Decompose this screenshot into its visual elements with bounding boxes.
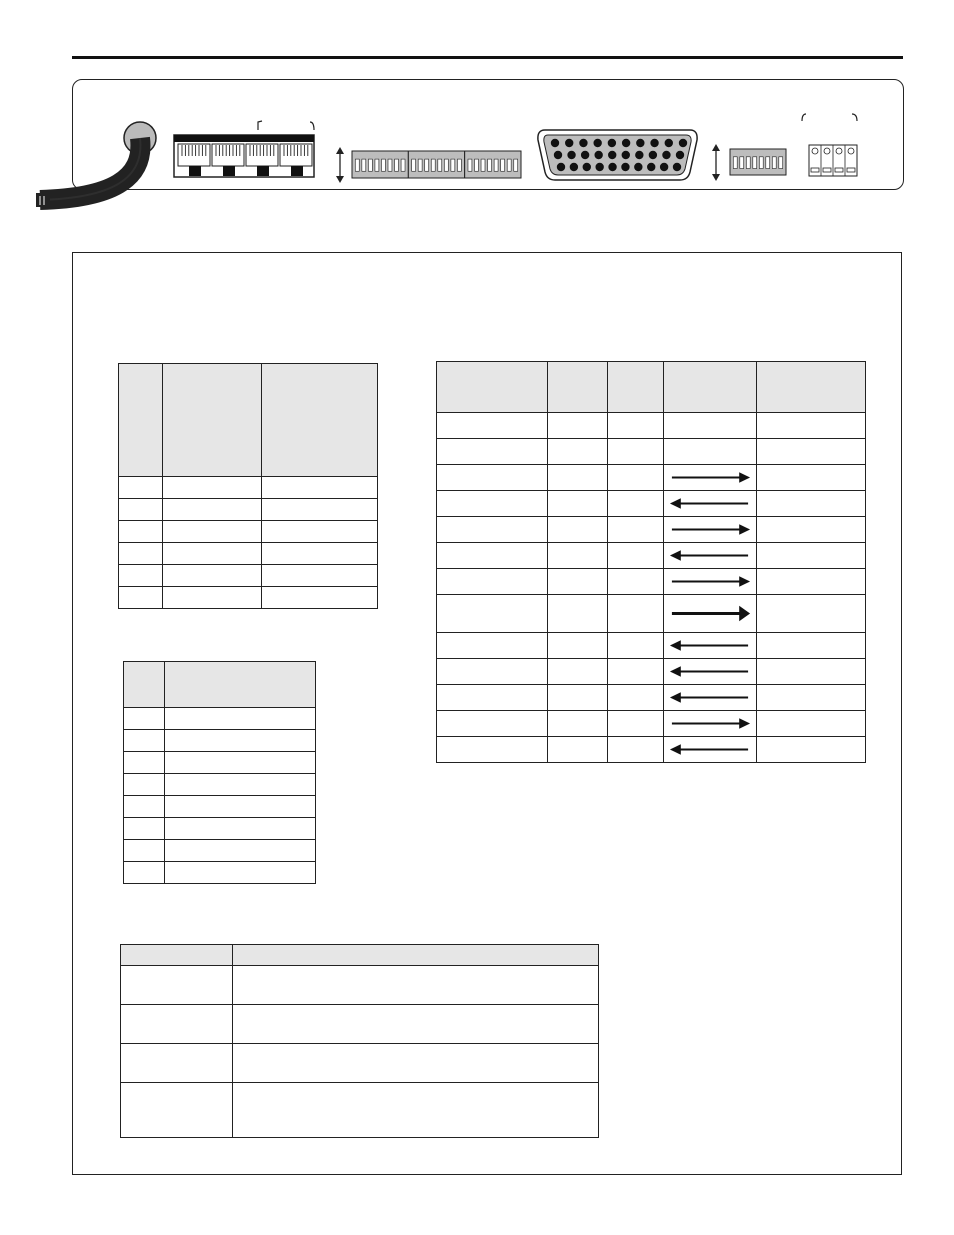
db-pin — [621, 163, 629, 171]
table-cell — [121, 1044, 233, 1083]
dip-switch — [457, 159, 461, 171]
table-row — [437, 633, 866, 659]
db-pin — [579, 139, 587, 147]
arrow-right-icon — [664, 465, 756, 490]
table-cell — [163, 499, 262, 521]
table-cell — [119, 543, 163, 565]
table-cell — [608, 413, 664, 439]
arrow-left-icon — [664, 659, 756, 684]
header-cell — [757, 362, 866, 413]
table-cell — [608, 685, 664, 711]
table-cell — [163, 543, 262, 565]
table-cell — [437, 659, 548, 685]
table-row — [437, 595, 866, 633]
db-pin — [679, 139, 687, 147]
switch-bank-b-arrow — [712, 144, 720, 181]
header-cell — [233, 945, 599, 966]
table-row — [437, 439, 866, 465]
table-cell — [548, 543, 608, 569]
table-row — [119, 499, 378, 521]
table-cell — [163, 477, 262, 499]
db-pin — [622, 139, 630, 147]
arrow-left-icon — [664, 491, 756, 516]
table-cell — [548, 413, 608, 439]
table-row — [119, 565, 378, 587]
table-cell — [262, 587, 378, 609]
terminal-slot — [823, 168, 831, 172]
table-row — [124, 708, 316, 730]
table-cell — [119, 587, 163, 609]
table-cell — [437, 439, 548, 465]
dip-switch-housing — [730, 149, 786, 175]
table-cell — [437, 517, 548, 543]
db-pin — [557, 163, 565, 171]
table-cell — [548, 517, 608, 543]
dip-switch — [475, 159, 479, 171]
arrow-right-icon — [664, 595, 756, 632]
header-cell — [121, 945, 233, 966]
dip-switch — [438, 159, 442, 171]
header-cell — [437, 362, 548, 413]
terminal-slot — [847, 168, 855, 172]
db-pin — [581, 151, 589, 159]
table-cell — [437, 465, 548, 491]
db-pin — [665, 139, 673, 147]
arrow-right-icon — [664, 569, 756, 594]
dip-switch — [431, 159, 435, 171]
table-cell — [233, 1005, 599, 1044]
table-cell — [124, 730, 165, 752]
table-row — [119, 521, 378, 543]
power-cable — [40, 138, 140, 200]
header-cell — [163, 364, 262, 477]
db-pin — [647, 163, 655, 171]
table-cell — [124, 840, 165, 862]
table-cell — [165, 708, 316, 730]
arrow-right-icon — [664, 517, 756, 542]
dip-switch — [766, 157, 770, 169]
dip-switch — [451, 159, 455, 171]
table-row — [124, 730, 316, 752]
db-pin — [595, 163, 603, 171]
table-cell — [163, 521, 262, 543]
table-cell — [608, 595, 664, 633]
db-pin — [608, 139, 616, 147]
table-cell — [548, 685, 608, 711]
table-cell — [608, 737, 664, 763]
bracket-left — [258, 121, 262, 130]
table-cell — [664, 569, 757, 595]
header-cell — [262, 364, 378, 477]
dip-switch — [368, 159, 372, 171]
table-cell — [757, 413, 866, 439]
db-pin — [634, 163, 642, 171]
table-cell — [757, 595, 866, 633]
dip-switch — [733, 157, 737, 169]
table-row — [437, 543, 866, 569]
table-cell — [121, 1083, 233, 1138]
rj45-jack-block — [174, 121, 314, 177]
table-row — [121, 1083, 599, 1138]
db-pin — [649, 151, 657, 159]
table-cell — [548, 465, 608, 491]
dip-switch — [753, 157, 757, 169]
table-cell — [233, 1083, 599, 1138]
table-row — [124, 840, 316, 862]
table-cell — [124, 862, 165, 884]
table-cell — [664, 737, 757, 763]
table-cell — [664, 465, 757, 491]
table-cell — [757, 439, 866, 465]
table-cell — [608, 569, 664, 595]
table-cell — [548, 439, 608, 465]
table-cell — [124, 774, 165, 796]
db-pin — [608, 151, 616, 159]
table-cell — [165, 730, 316, 752]
bracket-right — [310, 122, 314, 130]
switch-bank-a-arrow — [336, 147, 344, 183]
table-cell — [664, 413, 757, 439]
table-cell — [608, 543, 664, 569]
dip-switch — [401, 159, 405, 171]
table-cell — [757, 465, 866, 491]
table-cell — [608, 633, 664, 659]
dip-switch — [395, 159, 399, 171]
arrow-left-icon — [664, 685, 756, 710]
table-cell — [437, 737, 548, 763]
table-cell — [548, 633, 608, 659]
table-cell — [608, 711, 664, 737]
table-cell — [548, 737, 608, 763]
table-row — [437, 465, 866, 491]
table-cell — [119, 521, 163, 543]
db-pin — [636, 139, 644, 147]
table-cell — [119, 477, 163, 499]
table-row — [437, 659, 866, 685]
dip-switch — [514, 159, 518, 171]
table-cell — [165, 796, 316, 818]
table-4 — [120, 944, 599, 1138]
table-cell — [664, 543, 757, 569]
table-cell — [233, 1044, 599, 1083]
header-cell — [548, 362, 608, 413]
dip-switch-housing — [408, 151, 464, 178]
dip-switch — [381, 159, 385, 171]
table-cell — [548, 659, 608, 685]
table-row — [437, 491, 866, 517]
terminal-screw — [836, 148, 842, 154]
table-row — [124, 862, 316, 884]
dip-switch — [425, 159, 429, 171]
table-cell — [437, 491, 548, 517]
dip-switch — [779, 157, 783, 169]
db-pin — [593, 139, 601, 147]
table-row — [121, 966, 599, 1005]
terminal-screw — [848, 148, 854, 154]
table-cell — [165, 774, 316, 796]
table-cell — [121, 1005, 233, 1044]
dip-switch-housing — [352, 151, 408, 178]
cable-end — [36, 193, 50, 207]
table-cell — [119, 565, 163, 587]
table-2 — [123, 661, 316, 884]
table-cell — [664, 685, 757, 711]
terminal-slot — [811, 168, 819, 172]
table-cell — [163, 587, 262, 609]
table-cell — [548, 711, 608, 737]
terminal-screw — [824, 148, 830, 154]
db-pin — [608, 163, 616, 171]
table-row — [437, 737, 866, 763]
arrow-left-icon — [664, 737, 756, 762]
dip-switch — [488, 159, 492, 171]
table-cell — [437, 711, 548, 737]
arrow-right-icon — [664, 711, 756, 736]
table-row — [124, 818, 316, 840]
dip-switch — [362, 159, 366, 171]
table-row — [119, 587, 378, 609]
table-cell — [608, 517, 664, 543]
db-pin — [594, 151, 602, 159]
dip-switch — [759, 157, 763, 169]
dip-switch — [507, 159, 511, 171]
db-pin — [650, 139, 658, 147]
terminal-slot — [835, 168, 843, 172]
rear-panel-diagram — [0, 0, 954, 240]
dip-switch — [740, 157, 744, 169]
table-row — [124, 774, 316, 796]
db-pin — [662, 151, 670, 159]
dip-switch-housing — [465, 151, 521, 178]
dip-switch — [418, 159, 422, 171]
table-cell — [437, 543, 548, 569]
header-cell — [124, 662, 165, 708]
db-pin — [622, 151, 630, 159]
table-cell — [124, 818, 165, 840]
table-row — [121, 1005, 599, 1044]
db-pin — [565, 139, 573, 147]
table-cell — [262, 543, 378, 565]
table-cell — [757, 711, 866, 737]
table-cell — [437, 569, 548, 595]
table-row — [437, 517, 866, 543]
dip-switch — [501, 159, 505, 171]
table-cell — [124, 796, 165, 818]
table-cell — [165, 752, 316, 774]
arrow-left-icon — [664, 633, 756, 658]
table-cell — [437, 595, 548, 633]
table-cell — [757, 543, 866, 569]
dip-switch — [444, 159, 448, 171]
table-cell — [757, 633, 866, 659]
table-row — [437, 711, 866, 737]
dip-switch-bank-a — [352, 151, 521, 178]
dip-switch — [772, 157, 776, 169]
table-cell — [121, 966, 233, 1005]
terminal-block — [802, 114, 857, 176]
table-cell — [124, 752, 165, 774]
table-cell — [608, 491, 664, 517]
dip-switch — [355, 159, 359, 171]
header-cell — [165, 662, 316, 708]
table-cell — [165, 862, 316, 884]
table-cell — [119, 499, 163, 521]
table-cell — [757, 491, 866, 517]
table-cell — [262, 521, 378, 543]
power-cord — [36, 122, 156, 207]
table-cell — [757, 685, 866, 711]
table-row — [121, 1044, 599, 1083]
db-pin — [673, 163, 681, 171]
table-cell — [124, 708, 165, 730]
table-row — [124, 752, 316, 774]
db-pin — [554, 151, 562, 159]
db-pin — [676, 151, 684, 159]
table-cell — [437, 413, 548, 439]
table-cell — [664, 491, 757, 517]
table-cell — [262, 499, 378, 521]
table-cell — [437, 633, 548, 659]
table-row — [119, 543, 378, 565]
table-cell — [757, 737, 866, 763]
table-row — [119, 477, 378, 499]
table-cell — [664, 711, 757, 737]
table-1 — [118, 363, 378, 609]
table-cell — [548, 569, 608, 595]
table-cell — [548, 491, 608, 517]
dip-switch — [412, 159, 416, 171]
table-cell — [233, 966, 599, 1005]
table-cell — [757, 659, 866, 685]
table-cell — [548, 595, 608, 633]
header-cell — [119, 364, 163, 477]
table-cell — [608, 439, 664, 465]
table-cell — [262, 477, 378, 499]
dip-switch — [388, 159, 392, 171]
table-cell — [664, 517, 757, 543]
db-pin — [660, 163, 668, 171]
table-cell — [163, 565, 262, 587]
table-cell — [437, 685, 548, 711]
table-cell — [664, 595, 757, 633]
terminal-screw — [812, 148, 818, 154]
table-cell — [608, 659, 664, 685]
table-cell — [664, 439, 757, 465]
table-cell — [757, 517, 866, 543]
table-cell — [664, 659, 757, 685]
dip-switch — [746, 157, 750, 169]
table-row — [437, 413, 866, 439]
header-cell — [608, 362, 664, 413]
dip-switch-bank-b — [730, 149, 786, 175]
header-cell — [664, 362, 757, 413]
table-cell — [608, 465, 664, 491]
table-cell — [262, 565, 378, 587]
dip-switch — [468, 159, 472, 171]
db-pin — [570, 163, 578, 171]
db-pin — [583, 163, 591, 171]
dip-switch — [375, 159, 379, 171]
table-cell — [165, 840, 316, 862]
dip-switch — [494, 159, 498, 171]
table-row — [437, 569, 866, 595]
table-cell — [757, 569, 866, 595]
table-row — [437, 685, 866, 711]
arrow-left-icon — [664, 543, 756, 568]
db-pin — [551, 139, 559, 147]
table-row — [124, 796, 316, 818]
table-cell — [664, 633, 757, 659]
db-pin — [567, 151, 575, 159]
db-pin — [635, 151, 643, 159]
table-3 — [436, 361, 866, 763]
table-cell — [165, 818, 316, 840]
dip-switch — [481, 159, 485, 171]
db-connector — [538, 130, 697, 180]
